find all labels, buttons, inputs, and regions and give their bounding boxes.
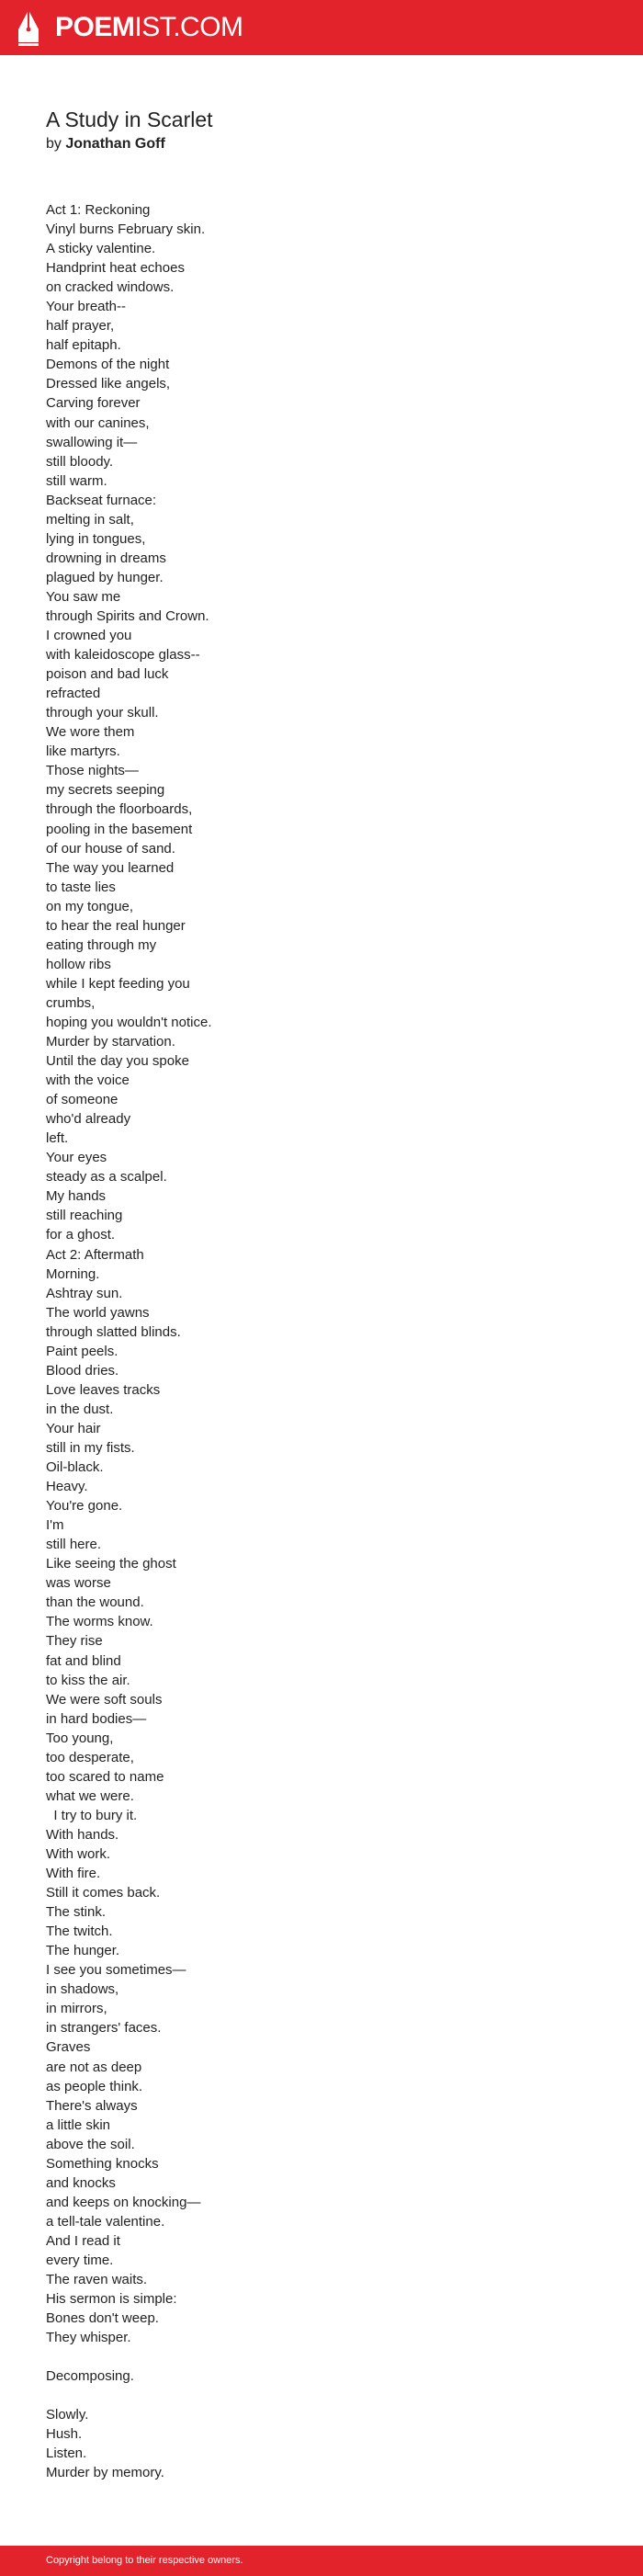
poem-line: through your skull. bbox=[46, 705, 159, 721]
poem-line: through Spirits and Crown. bbox=[46, 607, 209, 624]
poem-line: swallowing it— bbox=[46, 434, 138, 450]
poem-line: are not as deep bbox=[46, 2059, 142, 2075]
poem-line: Backseat furnace: bbox=[46, 492, 157, 508]
poem-line: in the dust. bbox=[46, 1401, 114, 1417]
poem-line: and keeps on knocking— bbox=[46, 2194, 201, 2210]
poem-line: The way you learned bbox=[46, 859, 175, 876]
poem-line: still here. bbox=[46, 1537, 102, 1553]
poem-line: The world yawns bbox=[46, 1304, 150, 1321]
brand-strong: POEM bbox=[55, 12, 135, 42]
poem-line: The worms know. bbox=[46, 1614, 153, 1630]
poem-line: with the voice bbox=[46, 1072, 130, 1089]
author-link[interactable]: Jonathan Goff bbox=[65, 136, 165, 152]
poem-line: The twitch. bbox=[46, 1923, 113, 1940]
poem-line: Act 1: Reckoning bbox=[46, 202, 151, 218]
poem-line: to taste lies bbox=[46, 879, 116, 895]
poem-line: still bloody. bbox=[46, 453, 114, 470]
byline bbox=[46, 135, 165, 153]
poem-line: With fire. bbox=[46, 1866, 101, 1882]
poem-line bbox=[46, 2347, 597, 2366]
poem-line: half prayer, bbox=[46, 318, 115, 335]
poem-line: through slatted blinds. bbox=[46, 1323, 181, 1340]
poem-line: and knocks bbox=[46, 2174, 116, 2191]
site-header bbox=[0, 0, 643, 55]
site-footer bbox=[0, 2546, 643, 2576]
poem-line: in shadows, bbox=[46, 1981, 119, 1998]
poem-line: my secrets seeping bbox=[46, 782, 165, 799]
poem-line: You're gone. bbox=[46, 1498, 123, 1515]
poem-line: what we were. bbox=[46, 1787, 134, 1804]
poem-line: Bones don't weep. bbox=[46, 2310, 159, 2327]
poem-line: still reaching bbox=[46, 1208, 123, 1224]
poem-line: Your breath-- bbox=[46, 299, 126, 315]
poem-line: to hear the real hunger bbox=[46, 917, 186, 934]
poem-line: They rise bbox=[46, 1633, 103, 1650]
poem-line: of our house of sand. bbox=[46, 840, 175, 857]
poem-line: in mirrors, bbox=[46, 2001, 107, 2017]
poem-line: Graves bbox=[46, 2039, 91, 2056]
poem-line: His sermon is simple: bbox=[46, 2291, 177, 2308]
poem-line: in hard bodies— bbox=[46, 1710, 147, 1727]
poem-line: as people think. bbox=[46, 2078, 143, 2094]
poem-line: steady as a scalpel. bbox=[46, 1169, 167, 1186]
brand-light: IST.COM bbox=[134, 12, 243, 42]
poem-line: Slowly. bbox=[46, 2407, 89, 2423]
poem-line: A sticky valentine. bbox=[46, 241, 156, 257]
poem-line: with our canines, bbox=[46, 414, 150, 431]
poem-line: Love leaves tracks bbox=[46, 1381, 161, 1398]
poem-line: I'm bbox=[46, 1517, 64, 1534]
poem-line bbox=[46, 2386, 597, 2405]
poem-line: too desperate, bbox=[46, 1749, 134, 1765]
poem-line: Your eyes bbox=[46, 1150, 107, 1166]
poem-line: Murder by memory. bbox=[46, 2465, 164, 2481]
poem-line: on cracked windows. bbox=[46, 279, 175, 296]
poem-line: Listen. bbox=[46, 2445, 87, 2462]
poem-line: Hush. bbox=[46, 2426, 83, 2443]
poem-line: I see you sometimes— bbox=[46, 1962, 186, 1979]
poem-line: for a ghost. bbox=[46, 1227, 116, 1243]
poem-line: still in my fists. bbox=[46, 1440, 135, 1456]
poem-line: Ashtray sun. bbox=[46, 1285, 123, 1301]
poem-line: eating through my bbox=[46, 936, 157, 953]
poem-body bbox=[46, 200, 597, 2483]
poem-line: Still it comes back. bbox=[46, 1885, 161, 1901]
poem-line: With work. bbox=[46, 1845, 111, 1862]
poem-line: to kiss the air. bbox=[46, 1672, 130, 1688]
poem-line: The stink. bbox=[46, 1904, 107, 1921]
poem-line: half epitaph. bbox=[46, 337, 121, 354]
poem-line: Oil-black. bbox=[46, 1459, 104, 1476]
poem-line: Murder by starvation. bbox=[46, 1034, 175, 1050]
poem-line: Decomposing. bbox=[46, 2368, 134, 2385]
poem-line: crumbs, bbox=[46, 994, 96, 1011]
poem-line: You saw me bbox=[46, 588, 121, 605]
poem-line: Blood dries. bbox=[46, 1362, 119, 1379]
site-logo[interactable] bbox=[55, 12, 243, 43]
poem-line: Paint peels. bbox=[46, 1343, 118, 1359]
poem-line: Something knocks bbox=[46, 2155, 159, 2172]
poem-line: With hands. bbox=[46, 1826, 119, 1843]
poem-line: hollow ribs bbox=[46, 956, 111, 972]
poem-line: We were soft souls bbox=[46, 1691, 163, 1708]
poem-line: in strangers' faces. bbox=[46, 2020, 162, 2037]
poem-line: Dressed like angels, bbox=[46, 376, 171, 392]
poem-line: was worse bbox=[46, 1575, 111, 1592]
poem-line: I try to bury it. bbox=[46, 1807, 138, 1823]
poem-line: like martyrs. bbox=[46, 743, 120, 760]
poem-line: The raven waits. bbox=[46, 2272, 148, 2288]
poem-line: Heavy. bbox=[46, 1479, 88, 1495]
poem-line: There's always bbox=[46, 2097, 138, 2114]
poem-line: drowning in dreams bbox=[46, 550, 166, 566]
poem-line: We wore them bbox=[46, 724, 135, 741]
pen-nib-icon[interactable] bbox=[17, 9, 40, 46]
poem-line: while I kept feeding you bbox=[46, 975, 190, 992]
poem-line: Those nights— bbox=[46, 763, 139, 779]
poem-line: lying in tongues, bbox=[46, 530, 146, 547]
copyright-notice: Copyright belong to their respective owners. bbox=[46, 2555, 243, 2566]
poem-line: above the soil. bbox=[46, 2136, 135, 2152]
poem-line: hoping you wouldn't notice. bbox=[46, 1014, 212, 1030]
poem-line: through the floorboards, bbox=[46, 801, 193, 818]
poem-line: fat and blind bbox=[46, 1652, 121, 1669]
poem-line: Too young, bbox=[46, 1730, 114, 1746]
poem-line: My hands bbox=[46, 1188, 107, 1205]
poem-line: every time. bbox=[46, 2252, 114, 2268]
poem-line: And I read it bbox=[46, 2232, 120, 2249]
poem-line: still warm. bbox=[46, 472, 107, 489]
poem-line: than the wound. bbox=[46, 1594, 144, 1611]
poem-line: melting in salt, bbox=[46, 511, 134, 528]
poem-line: left. bbox=[46, 1130, 69, 1147]
poem-line: a tell-tale valentine. bbox=[46, 2213, 165, 2230]
poem-title: A Study in Scarlet bbox=[46, 108, 213, 131]
poem-line: Morning. bbox=[46, 1265, 100, 1282]
poem-line: of someone bbox=[46, 1092, 118, 1108]
poem-line: Vinyl burns February skin. bbox=[46, 221, 206, 238]
poem-line: Your hair bbox=[46, 1420, 101, 1436]
poem-line: a little skin bbox=[46, 2116, 111, 2133]
poem-line: pooling in the basement bbox=[46, 821, 193, 837]
poem-line: Act 2: Aftermath bbox=[46, 1246, 144, 1263]
poem-line: on my tongue, bbox=[46, 898, 134, 914]
poem-line: who'd already bbox=[46, 1111, 131, 1128]
poem-line: too scared to name bbox=[46, 1768, 164, 1785]
poem-line: Until the day you spoke bbox=[46, 1053, 189, 1070]
poem-line: Handprint heat echoes bbox=[46, 260, 185, 277]
poem-line: The hunger. bbox=[46, 1943, 120, 1959]
poem-line: Like seeing the ghost bbox=[46, 1556, 176, 1572]
poem-line: refracted bbox=[46, 686, 101, 702]
poem-line: with kaleidoscope glass-- bbox=[46, 647, 200, 664]
by-label: by bbox=[46, 136, 62, 152]
poem-line: poison and bad luck bbox=[46, 666, 169, 683]
poem-line: Demons of the night bbox=[46, 357, 170, 373]
poem-line: They whisper. bbox=[46, 2330, 131, 2346]
poem-line: I crowned you bbox=[46, 628, 132, 644]
poem-line: Carving forever bbox=[46, 395, 141, 412]
poem-line: plagued by hunger. bbox=[46, 569, 164, 585]
